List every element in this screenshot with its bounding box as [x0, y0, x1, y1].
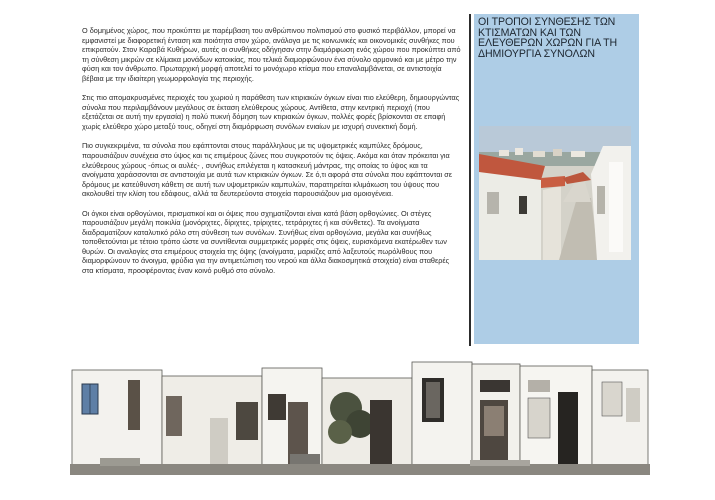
sidebar-divider: [469, 14, 471, 346]
body-text: [82, 26, 462, 286]
street-elevation-photo: [70, 350, 650, 475]
paragraph-4: Οι όγκοι είναι ορθογώνιοι, πρισματικοί και οι όψεις που σχηματίζονται είναι κατά βάση ορθογώνιες. Οι στέγες παρουσιάζουν μεγάλη ποικιλία (μονόριχτες, δίριχτες, τρίριχτες, τετράριχτες ή και σύνθετες). Τα ανοίγματα διαδραματίζουν καταλυτικό ρόλο στη σύνθεση των συνόλων. Συνήθως είναι ορθογώνια, μεγάλα και συνήθως τοποθετούνται με τέτοιο τρόπο ώστε να συντίθενται συμμετρικές μορφές στις όψεις, ευρισκόμενα εκατέρωθεν των θυρών. Οι αναλογίες στα επιμέρους στοιχεία της όψης (ανοίγματα, μαρκίζες από λαξευτούς πωρόλιθους που διαμορφώνουν το άνοιγμα, φρύδια για την αντιμετώπιση του νερού και άλλα διακοσμητικά στοιχεία) είναι σταθερές στα κτίσματα, προσφέροντας έναν κοινό ρυθμό στο σύνολο.: [82, 208, 450, 276]
village-street-photo: [479, 126, 631, 260]
paragraph-3: Πιο συγκεκριμένα, τα σύνολα που εφάπτονται στους παράλληλους με τις υψομετρικές καμπύλες δρόμους, παρουσιάζουν συνέχεια στο ύψος και τις επιμέρους ζώνες που συγκροτούν τις όψεις. Ακόμα και όταν πρόκειται για ελεύθερους χώρους -όπως οι αυλές- , συνήθως επιλέγεται η κατασκευή μάντρας, της οποίας το ύψος και τα ανοίγματα χαράσσονται σε αντιστοιχία με αυτά των κτιριακών όγκων. Σε ό,τι αφορά στα σύνολα που εφάπτονται σε δρόμους με κατεύθυνση κάθετη σε αυτή των υψομετρικών καμπυλών, παρατηρείται κλιμάκωση του ύψους που ακολουθεί την κλίση του εδάφους, αλλά τα δευτερεύοντα στοιχεία παρουσιάζουν μια ομοιογένεια.: [82, 141, 452, 199]
paragraph-1: Ο δομημένος χώρος, που προκύπτει με παρέμβαση του ανθρώπινου πολιτισμού στο φυσικό περιβάλλον, μπορεί να εμφανιστεί με διαφορετική ένταση και ποιότητα στον χώρο, ανάλογα με τις κοινωνικές και οικονομικές συνθήκες που επικρατούν. Στον Καραβά Κυθήρων, αυτές οι συνθήκες οδήγησαν στην διαμόρφωση ενός χώρου που προκύπτει από τη σύνθεση μικρών σε κλίμακα μονάδων κατοικίας, που τελικά διαμορφώνουν ένα σύνολο αρμονικό και με μέτρο την φύση και τον άνθρωπο. Πρωταρχική μορφή αποτελεί το μονόχωρο κτίσμα που επαναλαμβάνεται, σε αντιστοιχία βέβαια με την ιδιαίτερη γεωμορφολογία της περιοχής.: [82, 26, 461, 83]
paragraph-2: Στις πιο απομακρυσμένες περιοχές του χωριού η παράθεση των κτιριακών όγκων είναι πιο ελεύθερη, δημιουργώντας σύνολα που περιλαμβάνουν μεγάλους σε έκταση ελεύθερους χώρους. Αντίθετα, στην κεντρική περιοχή (που εξετάζεται σε αυτή την εργασία) η πολύ πυκνή δόμηση των κτιριακών όγκων, πολλές φορές βρίσκονται σε επαφή χωρίς ελεύθερο χώρο μεταξύ τους, οδηγεί στη διαμόρφωση συνόλων ενιαίων με ισχυρή συνεκτική δομή.: [82, 93, 460, 131]
sidebar-title: ΟΙ ΤΡΟΠΟΙ ΣΥΝΘΕΣΗΣ ΤΩΝ ΚΤΙΣΜΑΤΩΝ ΚΑΙ ΤΩΝ ΕΛΕΥΘΕΡΩΝ ΧΩΡΩΝ ΓΙΑ ΤΗ ΔΗΜΙΟΥΡΓΙΑ ΣΥΝΟΛΩΝ: [478, 16, 618, 60]
